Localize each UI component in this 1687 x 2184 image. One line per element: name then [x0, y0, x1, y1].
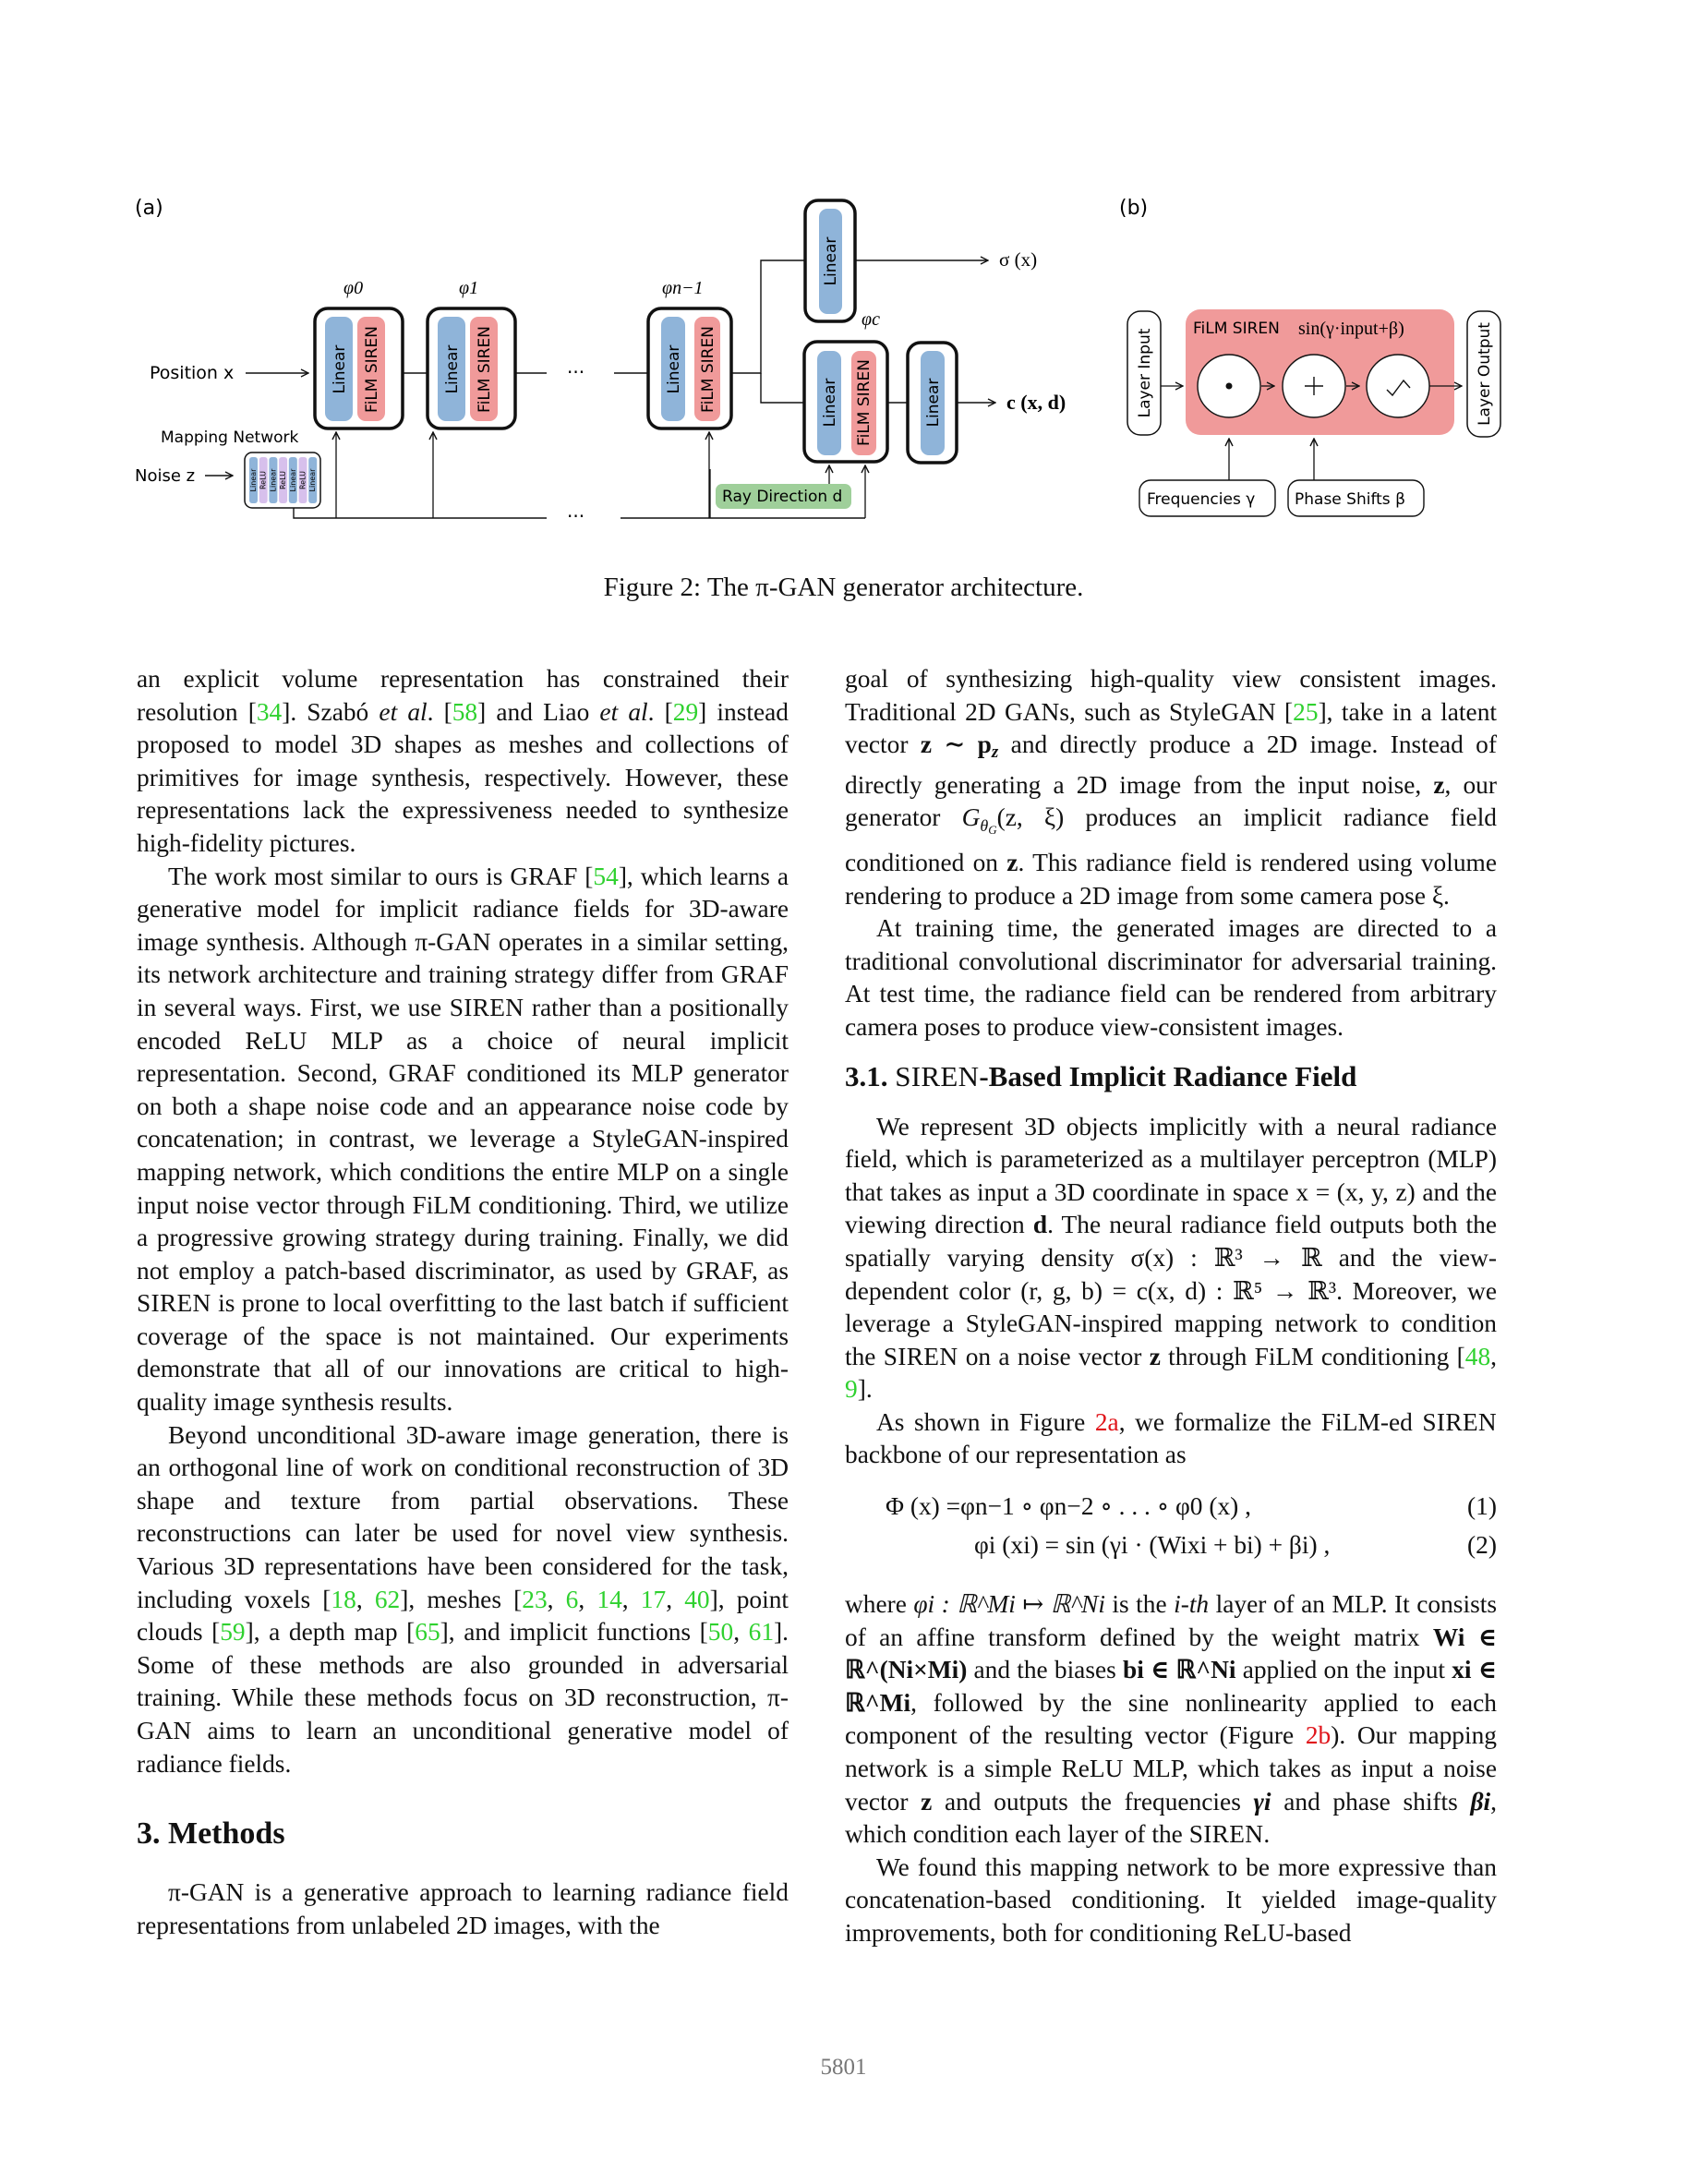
citation-link[interactable]: 65	[415, 1618, 440, 1647]
architecture-diagram	[0, 0, 1687, 554]
mapping-layer-label: Linear	[249, 468, 258, 492]
citation-link[interactable]: 48	[1464, 1342, 1491, 1370]
equation-2: φi (xi) = sin (γi · (Wixi + bi) + βi) , (2)	[974, 1531, 1497, 1560]
linear-label: Linear	[924, 378, 943, 428]
phase-shifts-box	[1288, 480, 1424, 516]
phic-label: φc	[862, 309, 880, 330]
page-number: 5801	[820, 2055, 867, 2080]
block-color-linear	[908, 343, 957, 463]
block-phi-c	[804, 342, 887, 462]
citation-link[interactable]: 9	[845, 1375, 858, 1404]
block-phi1	[428, 308, 515, 428]
panel-a-label: (a)	[135, 197, 163, 220]
citation-link[interactable]: 29	[672, 697, 699, 726]
frequencies-box	[1139, 480, 1275, 516]
paragraph: At training time, the generated images are directed to a traditional convolutional discriminator for adversarial training. At test time, the radiance field can be rendered from arbitrary camera poses to produce view-consistent images.	[845, 914, 1497, 1041]
phi1-label: φ1	[459, 278, 479, 298]
paragraph: π-GAN is a generative approach to learning radiance field representations from unlabeled 2D images, with the	[137, 1878, 789, 1939]
citation-link[interactable]: 50	[707, 1618, 734, 1647]
block-phi-n-minus-1	[648, 308, 731, 428]
mapping-layer-label: Linear	[288, 468, 297, 492]
citation-link[interactable]: 40	[684, 1585, 710, 1613]
ellipsis-bottom: ···	[567, 505, 585, 527]
ray-direction-label: Ray Direction d	[722, 488, 843, 506]
block-density-linear	[805, 200, 855, 321]
frequencies-label: Frequencies γ	[1147, 490, 1256, 509]
citation-link[interactable]: 25	[1293, 697, 1319, 726]
layer-input-box	[1127, 311, 1161, 435]
paragraph: We found this mapping network to be more expressive than concatenation-based conditioning. It yielded image-quality improvements, both for conditioning ReLU-based	[845, 1852, 1497, 1947]
film-box-formula: sin(γ·input+β)	[1298, 319, 1404, 339]
figure-ref-link[interactable]: 2b	[1305, 1721, 1332, 1750]
color-output: c (x, d)	[1006, 391, 1066, 414]
citation-link[interactable]: 62	[374, 1585, 401, 1613]
mapping-network-block	[245, 452, 320, 508]
sigma-output: σ (x)	[999, 248, 1038, 271]
phin1-label: φn−1	[662, 278, 704, 298]
section-heading-methods: 3. Methods	[137, 1816, 285, 1852]
citation-link[interactable]: 6	[565, 1585, 579, 1613]
linear-label: Linear	[331, 344, 349, 394]
equation-1: Φ (x) =φn−1 ∘ φn−2 ∘ . . . ∘ φ0 (x) , (1)	[886, 1492, 1497, 1521]
citation-link[interactable]: 58	[452, 697, 478, 726]
mapping-layer-label: ReLU	[279, 470, 288, 490]
mapping-network-label: Mapping Network	[161, 428, 299, 447]
phase-shifts-label: Phase Shifts β	[1295, 490, 1405, 509]
paragraph: goal of synthesizing high-quality view consistent images. Traditional 2D GANs, such as StyleGAN [25], take in a latent vector z ∼ pz and directly produce a 2D image. Instead of directly generating a 2D image from the input noise, z, our generator $G_{\theta G}(z$, ξ) produces an implicit radiance field conditioned on z. This radiance field is rendered using volume rendering to produce a 2D image from some camera pose ξ.	[845, 665, 1498, 910]
citation-link[interactable]: 61	[748, 1618, 775, 1647]
paragraph: We represent 3D objects implicitly with a neural radiance field, which is parameterized as a multilayer perceptron (MLP) that takes as input a 3D coordinate in space x = (x, y, z) and the viewing direction d. The neural radiance field outputs both the spatially varying density σ(x) : ℝ³ → ℝ and the view-dependent color (r, g, b) = c(x, d) : ℝ⁵ → ℝ³. Moreover, we leverage a StyleGAN-inspired mapping network to condition the SIREN on a noise vector z through FiLM conditioning [48, 9].	[845, 1112, 1498, 1404]
ellipsis-top: ···	[567, 361, 585, 383]
noise-label: Noise z	[135, 466, 196, 486]
mapping-layer-label: Linear	[269, 468, 278, 492]
layer-output-box	[1467, 311, 1500, 437]
layer-output-label: Layer Output	[1476, 322, 1494, 426]
figure-caption: Figure 2: The π-GAN generator architecture.	[603, 573, 1084, 602]
linear-label: Linear	[822, 236, 840, 286]
ray-direction-box	[716, 484, 851, 509]
citation-link[interactable]: 59	[220, 1618, 246, 1647]
paragraph: where φi : ℝ^Mi ↦ ℝ^Ni is the i-th layer of an MLP. It consists of an affine transform defined by the weight matrix Wi ∈ ℝ^(Ni×Mi) and the biases bi ∈ ℝ^Ni applied on the input xi ∈ ℝ^Mi, followed by the sine nonlinearity applied to each component of the resulting vector (Figure 2b). Our mapping network is a simple ReLU MLP, which takes as input a noise vector z and outputs the frequencies γi and phase shifts βi, which condition each layer of the SIREN.	[845, 1590, 1498, 1849]
panel-b-label: (b)	[1119, 197, 1149, 220]
phi0-label: φ0	[343, 278, 364, 298]
film-siren-box	[1186, 309, 1454, 435]
citation-link[interactable]: 23	[522, 1585, 548, 1613]
linear-label: Linear	[443, 344, 462, 394]
left-column	[137, 663, 789, 1942]
mapping-layer-label: Linear	[308, 468, 318, 492]
position-label: Position x	[150, 363, 235, 383]
film-siren-label: FiLM SIREN	[363, 326, 381, 413]
film-siren-label: FiLM SIREN	[476, 326, 494, 413]
layer-input-label: Layer Input	[1136, 328, 1154, 418]
citation-link[interactable]: 18	[331, 1585, 356, 1613]
subsection-heading: 3.1. SIREN-Based Implicit Radiance Field	[845, 1059, 1357, 1092]
film-siren-label: FiLM SIREN	[855, 359, 874, 446]
citation-link[interactable]: 54	[593, 862, 619, 890]
paragraph: Beyond unconditional 3D-aware image generation, there is an orthogonal line of work on conditional reconstruction of 3D shape and texture from partial observations. These reconstructions can later be used for novel view synthesis. Various 3D representations have been considered for the task, including voxels [18, 62], meshes [23, 6, 14, 17, 40], point clouds [59], a depth map [65], and implicit functions [50, 61]. Some of these methods are also grounded in adversarial training. While these methods focus on 3D reconstruction, π-GAN aims to learn an unconditional generative model of radiance fields.	[137, 1420, 789, 1778]
block-phi0	[315, 308, 403, 428]
equations	[845, 1490, 1497, 1568]
dot-product-icon	[1226, 383, 1233, 390]
right-column	[845, 663, 1497, 1950]
linear-label: Linear	[821, 378, 839, 428]
mapping-layer-label: ReLU	[298, 470, 307, 490]
film-box-title: FiLM SIREN	[1193, 320, 1280, 338]
film-siren-label: FiLM SIREN	[699, 326, 717, 413]
citation-link[interactable]: 17	[640, 1585, 667, 1613]
citation-link[interactable]: 14	[596, 1585, 622, 1613]
figure-ref-link[interactable]: 2a	[1094, 1407, 1119, 1436]
linear-label: Linear	[665, 344, 683, 394]
mapping-layer-label: ReLU	[259, 470, 268, 490]
figure-2	[0, 0, 1687, 554]
paragraph: The work most similar to ours is GRAF [54], which learns a generative model for implicit radiance fields for 3D-aware image synthesis. Although π-GAN operates in a similar setting, its network architecture and training strategy differ from GRAF in several ways. First, we use SIREN rather than a positionally encoded ReLU MLP as a choice of neural implicit representation. Second, GRAF conditioned its MLP generator on both a shape noise code and an appearance noise code by concatenation; in contrast, we leverage a StyleGAN-inspired mapping network, which conditions the entire MLP on a single input noise vector through FiLM conditioning. Third, we utilize a progressive growing strategy during training. Finally, we did not employ a patch-based discriminator, as used by GRAF, as SIREN is prone to local overfitting to the last batch if sufficient coverage of the space is not maintained. Our experiments demonstrate that all of our innovations are critical to high-quality image synthesis results.	[137, 862, 789, 1417]
paragraph: As shown in Figure 2a, we formalize the FiLM-ed SIREN backbone of our representation as	[845, 1407, 1497, 1469]
citation-link[interactable]: 34	[256, 697, 283, 726]
paragraph: an explicit volume representation has constrained their resolution [34]. Szabó et al. [58] and Liao et al. [29] instead proposed to model 3D shapes as meshes and collections of primitives for image synthesis, respectively. However, these representations lack the expressiveness needed to synthesize high-fidelity pictures.	[137, 665, 789, 857]
sine-node	[1367, 355, 1429, 417]
